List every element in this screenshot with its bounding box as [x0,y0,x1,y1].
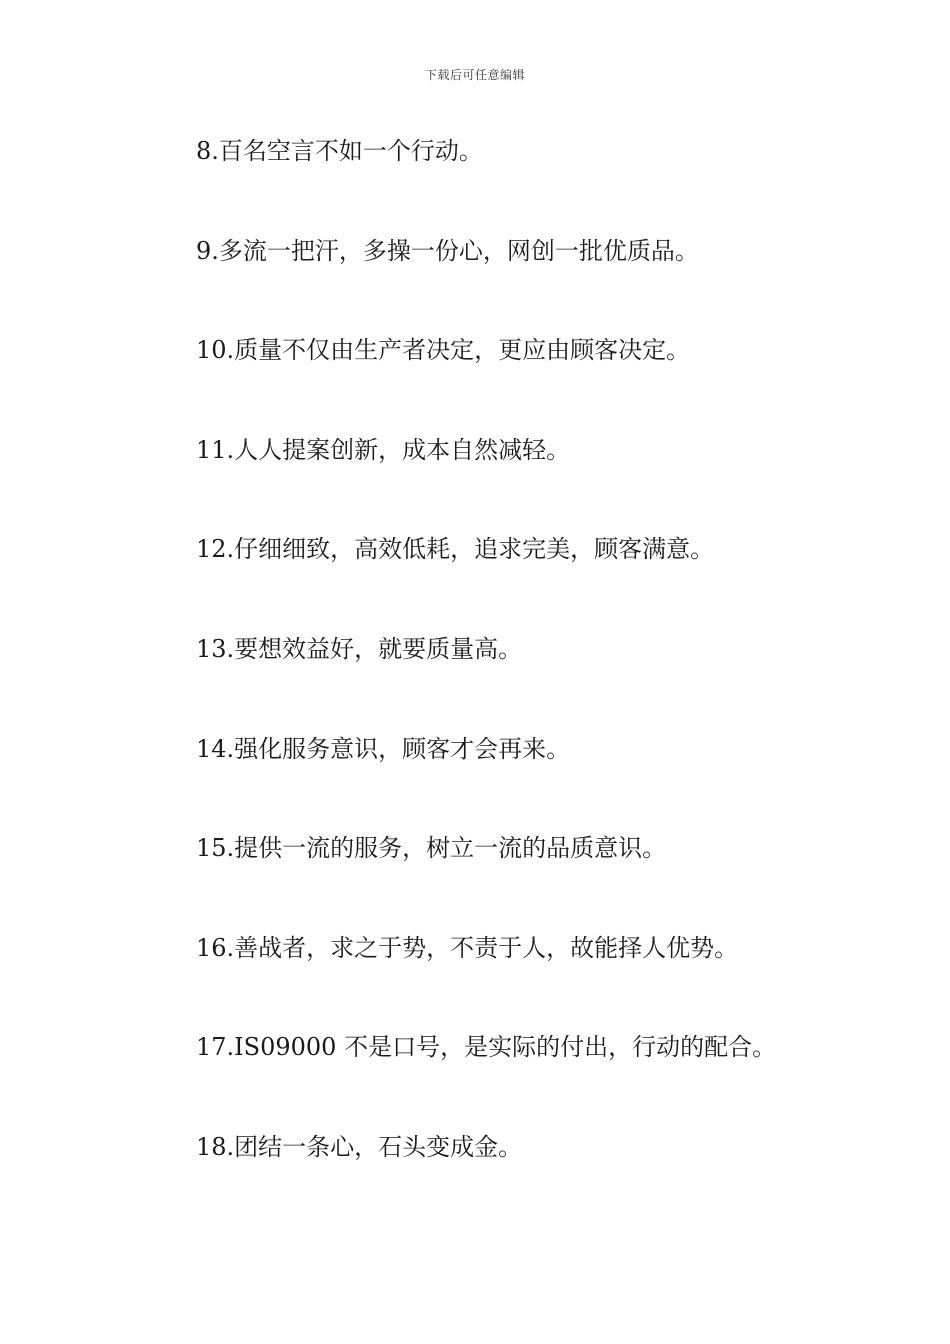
item-text: IS09000 不是口号，是实际的付出，行动的配合。 [234,1033,777,1062]
item-text: 提供一流的服务，树立一流的品质意识。 [234,834,667,863]
item-number: 10. [196,336,235,365]
list-item [196,927,910,1027]
item-number: 17. [196,1033,235,1062]
list-item [196,628,910,728]
page-header: 下载后可任意编辑 [424,68,525,82]
list-item [196,429,910,529]
list-item [196,1126,910,1226]
item-number: 15. [196,834,235,863]
list-item [196,528,910,628]
item-text: 质量不仅由生产者决定，更应由顾客决定。 [234,336,691,365]
item-text: 强化服务意识，顾客才会再来。 [234,734,571,763]
item-number: 18. [196,1132,235,1161]
item-text: 仔细细致，高效低耗，追求完美，顾客满意。 [234,535,715,564]
item-text: 人人提案创新，成本自然减轻。 [234,435,571,464]
slogan-list [196,130,910,1226]
item-text: 百名空言不如一个行动。 [218,137,483,165]
list-item [196,728,910,828]
list-item [196,230,910,330]
item-number: 12. [196,535,235,564]
item-number: 13. [196,634,235,663]
item-number: 9. [196,236,219,265]
item-number: 8. [196,137,219,165]
item-number: 11. [196,435,235,464]
list-item [196,130,910,230]
item-text: 要想效益好，就要质量高。 [234,634,523,663]
list-item [196,1026,910,1126]
item-text: 善战者，求之于势，不责于人，故能择人优势。 [234,933,739,962]
item-number: 16. [196,933,235,962]
item-text: 多流一把汗，多操一份心，网创一批优质品。 [218,236,699,265]
item-text: 团结一条心，石头变成金。 [234,1132,523,1161]
list-item [196,329,910,429]
list-item [196,827,910,927]
item-number: 14. [196,734,235,763]
